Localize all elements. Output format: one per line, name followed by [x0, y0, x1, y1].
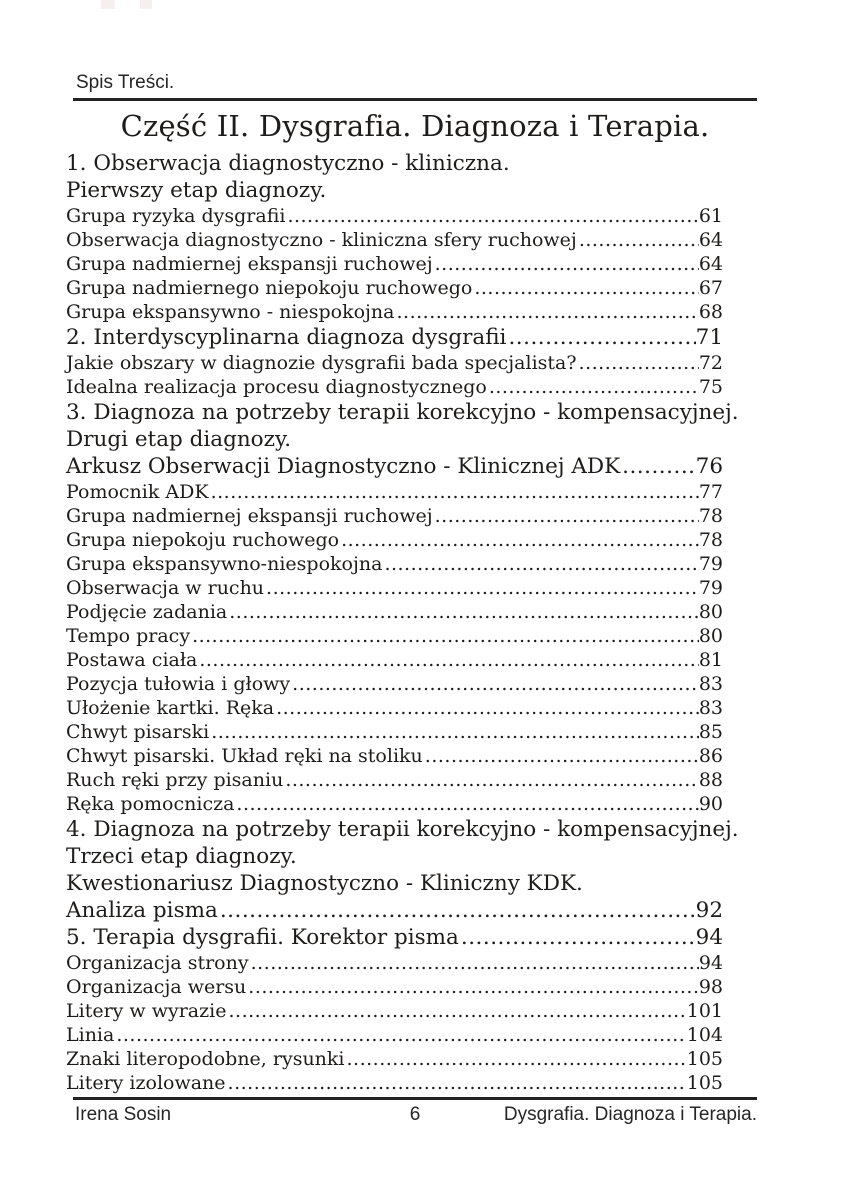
toc-page-number: 101	[686, 1000, 723, 1022]
toc-page-number: 94	[695, 925, 723, 950]
toc-page-number: 83	[698, 673, 723, 695]
toc-page-number: 92	[695, 898, 723, 923]
dot-leader	[236, 792, 698, 816]
dot-leader	[489, 375, 699, 399]
toc-row	[66, 453, 755, 480]
toc-page-number: 78	[698, 505, 723, 527]
dot-leader	[276, 696, 699, 720]
dot-leader	[384, 552, 698, 576]
toc-entry-label: Arkusz Obserwacji Diagnostyczno - Klinicznej ADK	[66, 454, 621, 479]
toc-page-number: 81	[698, 649, 723, 671]
toc-entry-label: 5. Terapia dysgrafii. Korektor pisma	[66, 925, 459, 950]
toc-page-number: 72	[698, 352, 723, 374]
toc-entry-label: Grupa ekspansywno - niespokojna	[66, 301, 395, 323]
toc-entry-label: Grupa ekspansywno-niespokojna	[66, 553, 383, 575]
toc-page-number: 86	[698, 745, 723, 767]
page-footer	[73, 1103, 757, 1127]
toc-page-number: 79	[698, 553, 723, 575]
toc-row	[66, 426, 755, 453]
toc-page-number: 61	[698, 205, 723, 227]
toc-row	[66, 816, 755, 843]
toc-row	[66, 351, 755, 375]
toc-entry-label: 2. Interdyscyplinarna diagnoza dysgrafii	[66, 325, 507, 350]
toc-page-number: 79	[698, 577, 723, 599]
dot-leader	[622, 453, 696, 480]
toc-row	[66, 600, 755, 624]
toc-entry-label: Obserwacja w ruchu	[66, 577, 265, 599]
footer-author-name: Irena Sosin	[75, 1104, 172, 1125]
dot-leader	[116, 1023, 686, 1047]
dot-leader	[435, 504, 699, 528]
toc-page-number: 105	[686, 1048, 723, 1070]
toc-row	[66, 648, 755, 672]
toc-row	[66, 951, 755, 975]
toc-row	[66, 1071, 755, 1095]
toc-entry-label: Litery w wyrazie	[66, 1000, 227, 1022]
dot-leader	[292, 672, 699, 696]
toc-row	[66, 1023, 755, 1047]
dot-leader	[579, 228, 699, 252]
toc-entry-label: Postawa ciała	[66, 649, 198, 671]
toc-entry-label: Trzeci etap diagnozy.	[66, 844, 297, 869]
footer-book-title: Dysgrafia. Diagnoza i Terapia.	[503, 1104, 757, 1125]
toc-row	[66, 768, 755, 792]
dot-leader	[341, 528, 699, 552]
toc-row	[66, 399, 755, 426]
toc-entry-label: Grupa nadmiernego niepokoju ruchowego	[66, 277, 473, 299]
toc-row	[66, 528, 755, 552]
toc-entry-label: Tempo pracy	[66, 625, 191, 647]
toc-row	[66, 276, 755, 300]
toc-entry-label: Grupa nadmiernej ekspansji ruchowej	[66, 253, 433, 275]
toc-entry-label: Kwestionariusz Diagnostyczno - Kliniczny KDK.	[66, 871, 583, 896]
dot-leader	[435, 252, 699, 276]
toc-entry-label: 4. Diagnoza na potrzeby terapii korekcyjno - kompensacyjnej.	[66, 817, 739, 842]
toc-entry-label: Podjęcie zadania	[66, 601, 228, 623]
toc-page-number: 85	[698, 721, 723, 743]
toc-page-number: 80	[698, 601, 723, 623]
dot-leader	[211, 720, 699, 744]
dot-leader	[229, 600, 699, 624]
running-header-text: Spis Treści.	[76, 72, 175, 93]
toc-entry-label: Obserwacja diagnostyczno - kliniczna sfery ruchowej	[66, 229, 577, 251]
scan-artifact	[140, 0, 152, 9]
toc-entry-label: Grupa ryzyka dysgrafii	[66, 205, 286, 227]
toc-row	[66, 1047, 755, 1071]
toc-row	[66, 744, 755, 768]
toc-entry-label: Znaki literopodobne, rysunki	[66, 1048, 345, 1070]
table-of-contents	[66, 150, 755, 1095]
dot-leader	[228, 1071, 687, 1095]
toc-page-number: 64	[698, 229, 723, 251]
toc-entry-label: Ruch ręki przy pisaniu	[66, 769, 284, 791]
dot-leader	[474, 276, 698, 300]
dot-leader	[397, 300, 699, 324]
toc-page-number: 67	[698, 277, 723, 299]
dot-leader	[508, 324, 695, 351]
toc-page-number: 83	[698, 697, 723, 719]
toc-entry-label: Organizacja wersu	[66, 976, 247, 998]
toc-entry-label: 3. Diagnoza na potrzeby terapii korekcyjno - kompensacyjnej.	[66, 400, 739, 425]
dot-leader	[211, 480, 699, 504]
toc-page-number: 105	[686, 1072, 723, 1094]
dot-leader	[220, 897, 696, 924]
toc-row	[66, 324, 755, 351]
toc-row	[66, 792, 755, 816]
toc-page-number: 80	[698, 625, 723, 647]
toc-row	[66, 375, 755, 399]
toc-row	[66, 720, 755, 744]
dot-leader	[199, 648, 698, 672]
toc-entry-label: 1. Obserwacja diagnostyczno - kliniczna.	[66, 151, 510, 176]
toc-row	[66, 552, 755, 576]
toc-row	[66, 924, 755, 951]
toc-row	[66, 177, 755, 204]
toc-entry-label: Ułożenie kartki. Ręka	[66, 697, 275, 719]
toc-entry-label: Organizacja strony	[66, 952, 249, 974]
toc-page-number: 68	[698, 301, 723, 323]
dot-leader	[285, 768, 699, 792]
toc-entry-label: Litery izolowane	[66, 1072, 226, 1094]
running-header	[76, 73, 174, 93]
toc-page-number: 78	[698, 529, 723, 551]
toc-entry-label: Idealna realizacja procesu diagnostycznego	[66, 376, 487, 398]
toc-row	[66, 204, 755, 228]
toc-page-number: 90	[698, 793, 723, 815]
toc-entry-label: Chwyt pisarski	[66, 721, 210, 743]
toc-entry-label: Pomocnik ADK	[66, 481, 209, 503]
page-title: Część II. Dysgrafia. Diagnoza i Terapia.	[120, 109, 710, 143]
dot-leader	[461, 924, 696, 951]
footer-rule	[73, 1097, 757, 1100]
toc-entry-label: Analiza pisma	[66, 898, 218, 923]
toc-row	[66, 150, 755, 177]
toc-page-number: 64	[698, 253, 723, 275]
toc-row	[66, 843, 755, 870]
toc-row	[66, 624, 755, 648]
dot-leader	[287, 204, 698, 228]
toc-row	[66, 228, 755, 252]
toc-page-number: 76	[695, 454, 723, 479]
toc-row	[66, 576, 755, 600]
toc-page-number: 77	[698, 481, 723, 503]
dot-leader	[347, 1047, 687, 1071]
toc-row	[66, 870, 755, 897]
dot-leader	[579, 351, 699, 375]
dot-leader	[266, 576, 699, 600]
dot-leader	[192, 624, 699, 648]
toc-page-number: 88	[698, 769, 723, 791]
toc-page-number: 94	[698, 952, 723, 974]
toc-page-number: 104	[686, 1024, 723, 1046]
dot-leader	[251, 951, 699, 975]
scan-artifact	[101, 0, 115, 9]
toc-row	[66, 504, 755, 528]
toc-entry-label: Drugi etap diagnozy.	[66, 427, 292, 452]
toc-row	[66, 999, 755, 1023]
toc-row	[66, 300, 755, 324]
toc-entry-label: Grupa nadmiernej ekspansji ruchowej	[66, 505, 433, 527]
toc-page-number: 75	[698, 376, 723, 398]
dot-leader	[228, 999, 686, 1023]
toc-page-number: 71	[695, 325, 723, 350]
toc-page-number: 98	[698, 976, 723, 998]
toc-row	[66, 672, 755, 696]
toc-entry-label: Chwyt pisarski. Układ ręki na stoliku	[66, 745, 423, 767]
toc-row	[66, 696, 755, 720]
toc-row	[66, 897, 755, 924]
toc-entry-label: Ręka pomocnicza	[66, 793, 235, 815]
footer-page-number: 6	[409, 1104, 421, 1125]
header-rule	[73, 98, 757, 101]
toc-entry-label: Grupa niepokoju ruchowego	[66, 529, 340, 551]
toc-row	[66, 480, 755, 504]
toc-entry-label: Jakie obszary w diagnozie dysgrafii bada specjalista?	[66, 352, 577, 374]
toc-row	[66, 252, 755, 276]
dot-leader	[425, 744, 699, 768]
toc-entry-label: Pozycja tułowia i głowy	[66, 673, 291, 695]
dot-leader	[248, 975, 699, 999]
toc-entry-label: Linia	[66, 1024, 115, 1046]
toc-entry-label: Pierwszy etap diagnozy.	[66, 178, 327, 203]
toc-row	[66, 975, 755, 999]
